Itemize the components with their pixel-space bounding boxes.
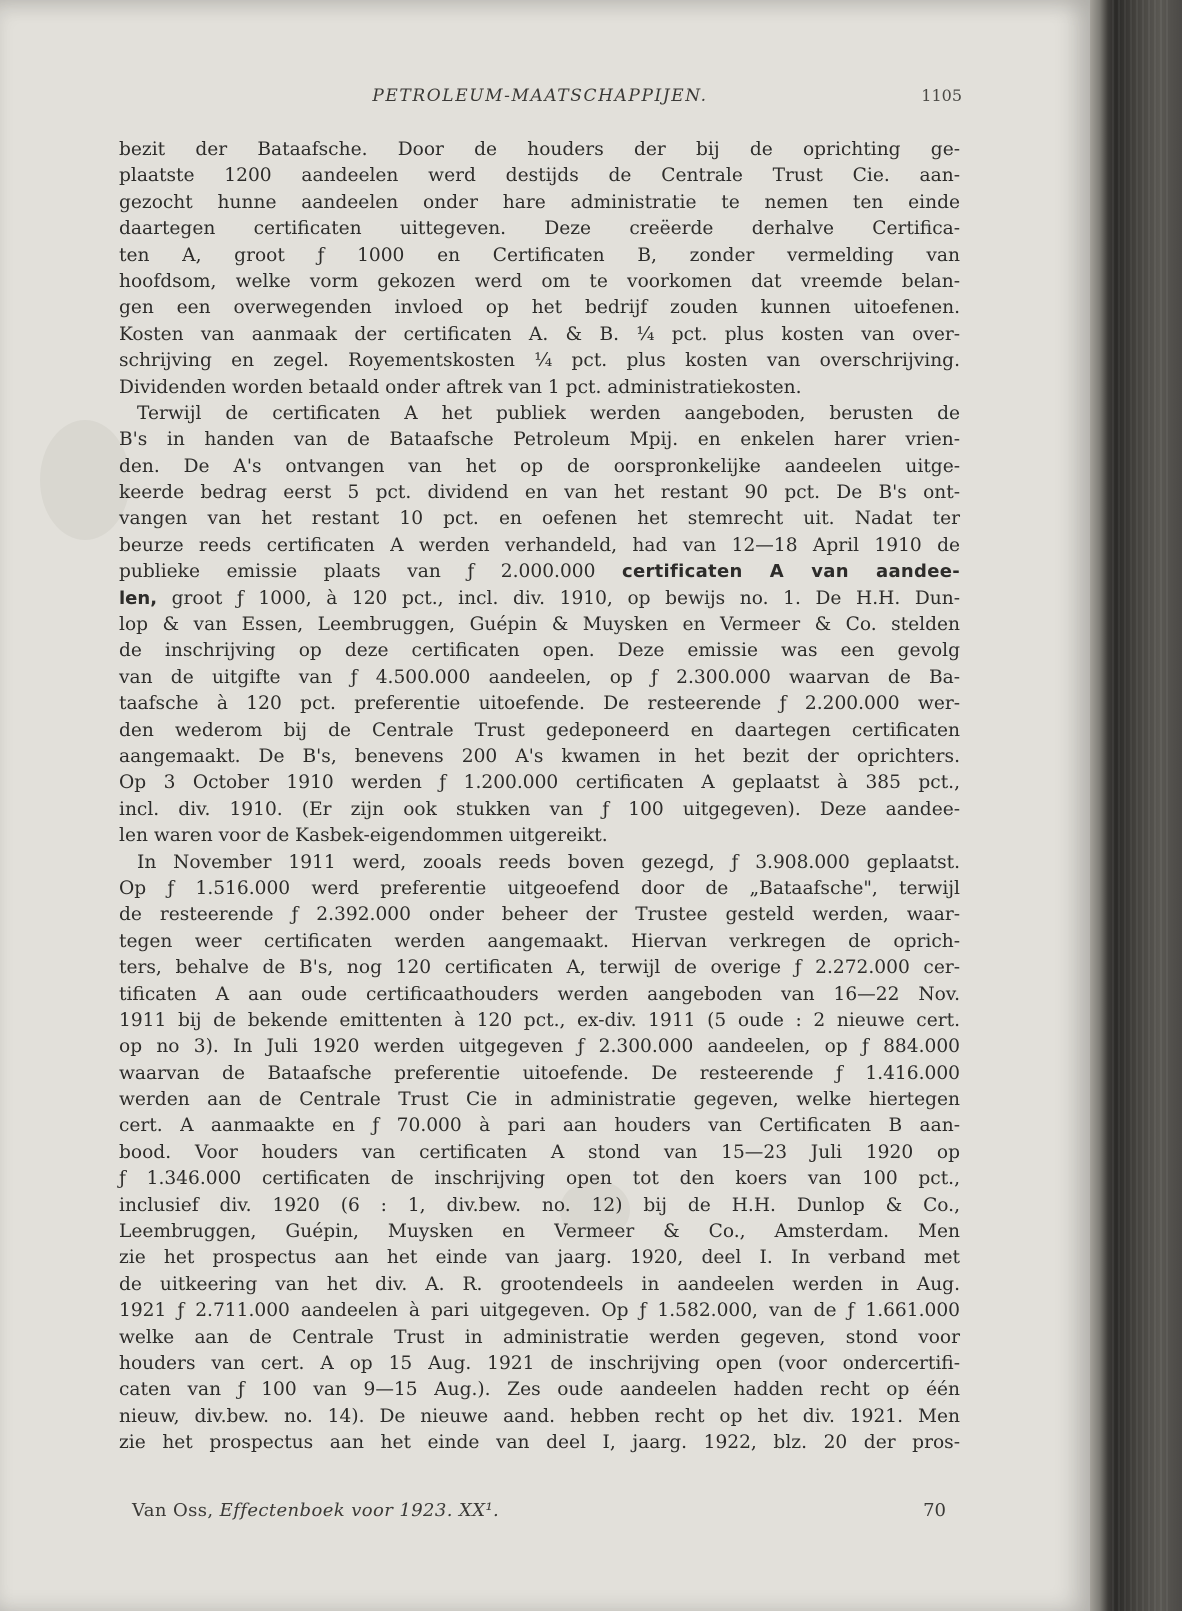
text-line: beurze reeds certificaten A werden verhandeld, had van 12—18 April 1910 de [119,534,960,556]
emphasis-text: certificaten A van aandee- [622,561,960,583]
footer-citation [132,1500,499,1521]
text-line [119,586,960,612]
text-line: de uitkeering van het div. A. R. grootendeels in aandeelen werden in Aug. [119,1273,960,1295]
text-fragment: publieke emissie plaats van ƒ 2.000.000 [119,561,596,583]
text-line: Kosten van aanmaak der certificaten A. & B. ¼ pct. plus kosten van over- [119,323,960,345]
text-line: keerde bedrag eerst 5 pct. dividend en van het restant 90 pct. De B's ont- [119,482,960,504]
text-line: gen een overwegenden invloed op het bedrijf zouden kunnen uitoefenen. [119,297,960,319]
text-line: len waren voor de Kasbek-eigendommen uitgereikt. [119,825,608,847]
page-number: 1105 [921,86,962,105]
text-line: den wederom bij de Centrale Trust gedeponeerd en daartegen certificaten [119,719,960,741]
text-line: de resteerende ƒ 2.392.000 onder beheer der Trustee gesteld werden, waar- [119,904,960,926]
text-line: op no 3). In Juli 1920 werden uitgegeven ƒ 2.300.000 aandeelen, op ƒ 884.000 [119,1036,960,1058]
text-line: Op ƒ 1.516.000 werd preferentie uitgeoefend door de „Bataafsche", terwijl [119,877,960,899]
text-line: 1911 bij de bekende emittenten à 120 pct., ex-div. 1911 (5 oude : 2 nieuwe cert. [119,1009,960,1031]
text-line: ters, behalve de B's, nog 120 certificaten A, terwijl de overige ƒ 2.272.000 cer- [119,957,960,979]
text-line: incl. div. 1910. (Er zijn ook stukken van ƒ 100 uitgegeven). Deze aandee- [119,798,960,820]
paper-stain [40,420,130,540]
text-line: In November 1911 werd, zooals reeds boven gezegd, ƒ 3.908.000 geplaatst. [137,851,960,873]
text-line: B's in handen van de Bataafsche Petroleum Mpij. en enkelen harer vrien- [119,429,960,451]
text-line: taafsche à 120 pct. preferentie uitoefende. De resteerende ƒ 2.200.000 wer- [119,693,960,715]
sheet-number: 70 [923,1500,946,1521]
text-line: plaatste 1200 aandeelen werd destijds de Centrale Trust Cie. aan- [119,165,960,187]
text-line: Leembruggen, Guépin, Muysken en Vermeer & Co., Amsterdam. Men [119,1221,960,1243]
running-head [120,82,960,112]
page-footer [132,1500,960,1530]
text-line: welke aan de Centrale Trust in administratie werden gegeven, stond voor [119,1326,960,1348]
text-line: caten van ƒ 100 van 9—15 Aug.). Zes oude aandeelen hadden recht op één [119,1379,960,1401]
text-line: Dividenden worden betaald onder aftrek van 1 pct. administratiekosten. [119,376,802,398]
text-line: nieuw, div.bew. no. 14). De nieuwe aand. hebben recht op het div. 1921. Men [119,1405,960,1427]
text-line: bood. Voor houders van certificaten A stond van 15—23 Juli 1920 op [119,1141,960,1163]
footer-volume: XX¹. [459,1500,500,1521]
text-line: zie het prospectus aan het einde van deel I, jaarg. 1922, blz. 20 der pros- [119,1432,960,1454]
text-line: zie het prospectus aan het einde van jaarg. 1920, deel I. In verband met [119,1247,960,1269]
body-text [119,137,960,1457]
text-line: Terwijl de certificaten A het publiek werden aangeboden, berusten de [137,402,960,424]
text-line: gezocht hunne aandeelen onder hare administratie te nemen ten einde [119,191,960,213]
emphasis-text: len, [119,587,158,609]
text-line: de inschrijving op deze certificaten open. Deze emissie was een gevolg [119,640,960,662]
text-line: waarvan de Bataafsche preferentie uitoefende. De resteerende ƒ 1.416.000 [119,1062,960,1084]
text-line: inclusief div. 1920 (6 : 1, div.bew. no. 12) bij de H.H. Dunlop & Co., [119,1194,960,1216]
text-line: ten A, groot ƒ 1000 en Certificaten B, zonder vermelding van [119,244,960,266]
page-edges [1112,0,1172,1611]
text-line: schrijving en zegel. Royementskosten ¼ pct. plus kosten van overschrijving. [119,350,960,372]
running-title: PETROLEUM-MAATSCHAPPIJEN. [372,86,708,106]
text-line: van de uitgifte van ƒ 4.500.000 aandeelen, op ƒ 2.300.000 waarvan de Ba- [119,666,960,688]
text-line: cert. A aanmaakte en ƒ 70.000 à pari aan houders van Certificaten B aan- [119,1115,960,1137]
text-line: 1921 ƒ 2.711.000 aandeelen à pari uitgegeven. Op ƒ 1.582.000, van de ƒ 1.661.000 [119,1300,960,1322]
text-line: vangen van het restant 10 pct. en oefenen het stemrecht uit. Nadat ter [119,508,960,530]
footer-author: Van Oss, [132,1500,214,1521]
text-line: tificaten A aan oude certificaathouders werden aangeboden van 16—22 Nov. [119,983,960,1005]
text-line: hoofdsom, welke vorm gekozen werd om te voorkomen dat vreemde belan- [119,270,960,292]
text-line: bezit der Bataafsche. Door de houders der bij de oprichting ge- [119,139,960,160]
text-line [119,559,960,585]
text-line: aangemaakt. De B's, benevens 200 A's kwamen in het bezit der oprichters. [119,745,960,767]
text-line: houders van cert. A op 15 Aug. 1921 de inschrijving open (voor ondercertifi- [119,1352,960,1374]
book-edge [1090,0,1182,1611]
text-line: werden aan de Centrale Trust Cie in administratie gegeven, welke hiertegen [119,1089,960,1111]
text-line: lop & van Essen, Leembruggen, Guépin & Muysken en Vermeer & Co. stelden [119,614,960,636]
text-line: den. De A's ontvangen van het op de oorspronkelijke aandeelen uitge- [119,455,960,477]
text-line: ƒ 1.346.000 certificaten de inschrijving open tot den koers van 100 pct., [119,1168,960,1190]
footer-book-title: Effectenboek voor 1923. [219,1500,453,1521]
text-line: tegen weer certificaten werden aangemaakt. Hiervan verkregen de oprich- [119,930,960,952]
text-fragment: groot ƒ 1000, à 120 pct., incl. div. 1910, op bewijs no. 1. De H.H. Dun- [171,587,960,609]
text-line: daartegen certificaten uittegeven. Deze creëerde derhalve Certifica- [119,218,960,240]
text-line: Op 3 October 1910 werden ƒ 1.200.000 certificaten A geplaatst à 385 pct., [119,772,960,794]
